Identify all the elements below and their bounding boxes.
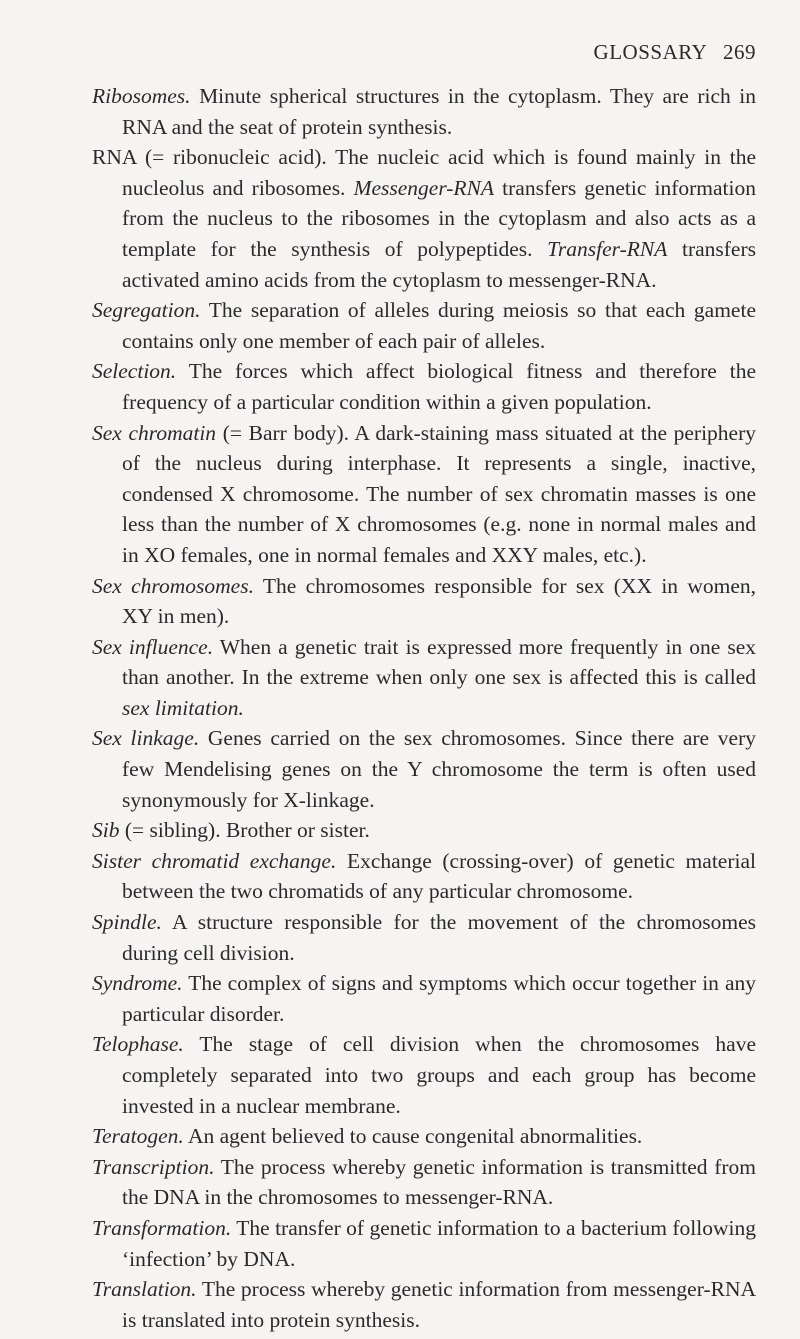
glossary-entry bbox=[92, 81, 756, 142]
glossary-definition: The process whereby genetic information is transmitted from the DNA in the chromosomes to messenger-RNA. bbox=[122, 1154, 756, 1210]
glossary-entry bbox=[92, 723, 756, 815]
glossary-definition: The complex of signs and symptoms which occur together in any particular disorder. bbox=[122, 971, 756, 1026]
glossary-entry bbox=[92, 1029, 756, 1121]
glossary-definition: Minute spherical structures in the cytoplasm. They are rich in RNA and the seat of protein synthesis. bbox=[122, 84, 756, 139]
glossary-term: Segregation. bbox=[92, 298, 201, 323]
glossary-entry bbox=[92, 571, 756, 632]
glossary-definition: The separation of alleles during meiosis so that each gamete contains only one member of each pair of alleles. bbox=[122, 298, 756, 353]
glossary-subterm: Messenger-RNA bbox=[353, 175, 495, 200]
glossary-definition: (= sibling). Brother or sister. bbox=[119, 818, 370, 843]
glossary-entry bbox=[92, 1213, 756, 1274]
glossary-definition: The process whereby genetic information from messenger-RNA is translated into protein synthesis. bbox=[122, 1277, 756, 1332]
page-number: 269 bbox=[723, 40, 756, 64]
glossary-entries bbox=[92, 81, 756, 1335]
glossary-term: Selection. bbox=[92, 359, 177, 384]
glossary-term: Spindle. bbox=[92, 910, 162, 935]
glossary-entry bbox=[92, 632, 756, 724]
glossary-term: Translation. bbox=[92, 1277, 197, 1302]
glossary-entry bbox=[92, 846, 756, 907]
glossary-definition: The transfer of genetic information to a bacterium following ‘infection’ by DNA. bbox=[122, 1215, 756, 1271]
glossary-term: Sex chromosomes. bbox=[92, 573, 254, 598]
section-title: GLOSSARY bbox=[593, 40, 708, 64]
glossary-term: Sex influence. bbox=[92, 634, 214, 659]
glossary-entry bbox=[92, 356, 756, 417]
glossary-entry bbox=[92, 968, 756, 1029]
glossary-definition: (= Barr body). A dark-staining mass situated at the periphery of the nucleus during interphase. It represents a single, inactive, condensed X chromosome. The number of sex chromatin masses is one less than the number of X chromosomes (e.g. none in normal males and in XO females, one in normal females and XXY males, etc.). bbox=[122, 420, 757, 567]
glossary-term: Transcription. bbox=[92, 1154, 215, 1179]
glossary-definition: A structure responsible for the movement of the chromosomes during cell division. bbox=[122, 910, 756, 965]
glossary-entry bbox=[92, 418, 756, 571]
glossary-entry bbox=[92, 907, 756, 968]
glossary-term: Sex linkage. bbox=[92, 726, 200, 751]
glossary-definition: When a genetic trait is expressed more frequently in one sex than another. In the extreme when only one sex is affected this is called bbox=[122, 634, 756, 690]
glossary-subterm: Transfer-RNA bbox=[547, 236, 668, 261]
glossary-definition: transfers activated amino acids from the cytoplasm to messenger-RNA. bbox=[122, 236, 756, 292]
glossary-term: Sib bbox=[92, 818, 120, 843]
glossary-definition: Exchange (crossing-over) of genetic material between the two chromatids of any particular chromosome. bbox=[122, 848, 756, 904]
glossary-definition: The stage of cell division when the chromosomes have completely separated into two groups and each group has become invested in a nuclear membrane. bbox=[122, 1032, 756, 1118]
running-head bbox=[594, 40, 756, 65]
glossary-definition: The forces which affect biological fitness and therefore the frequency of a particular condition within a given population. bbox=[122, 359, 756, 414]
glossary-term: Sister chromatid exchange. bbox=[92, 848, 337, 873]
glossary-term: Sex chromatin bbox=[92, 420, 217, 445]
glossary-entry bbox=[92, 815, 756, 846]
glossary-page bbox=[92, 40, 757, 1332]
glossary-subterm: sex limitation. bbox=[122, 695, 244, 720]
glossary-entry bbox=[92, 1152, 756, 1213]
glossary-term: Teratogen. bbox=[92, 1124, 184, 1149]
glossary-term: Telophase. bbox=[92, 1032, 184, 1057]
glossary-entry bbox=[92, 1121, 756, 1152]
glossary-definition: The chromosomes responsible for sex (XX in women, XY in men). bbox=[122, 573, 756, 629]
glossary-term: Syndrome. bbox=[92, 971, 183, 996]
glossary-entry bbox=[92, 1274, 756, 1335]
glossary-entry bbox=[92, 142, 756, 295]
glossary-term-rna: RNA (= ribonucleic acid). The nucleic acid which is found mainly in the nucleolus and ribosomes. bbox=[92, 145, 756, 200]
glossary-definition: An agent believed to cause congenital abnormalities. bbox=[183, 1124, 643, 1149]
glossary-term: Transformation. bbox=[92, 1215, 232, 1240]
glossary-term: Ribosomes. bbox=[92, 84, 191, 108]
glossary-definition: Genes carried on the sex chromosomes. Since there are very few Mendelising genes on the Y chromosome the term is often used synonymously for X-linkage. bbox=[122, 726, 757, 812]
glossary-definition: transfers genetic information from the nucleus to the ribosomes in the cytoplasm and also acts as a template for the synthesis of polypeptides. bbox=[122, 175, 757, 261]
glossary-entry bbox=[92, 295, 756, 356]
